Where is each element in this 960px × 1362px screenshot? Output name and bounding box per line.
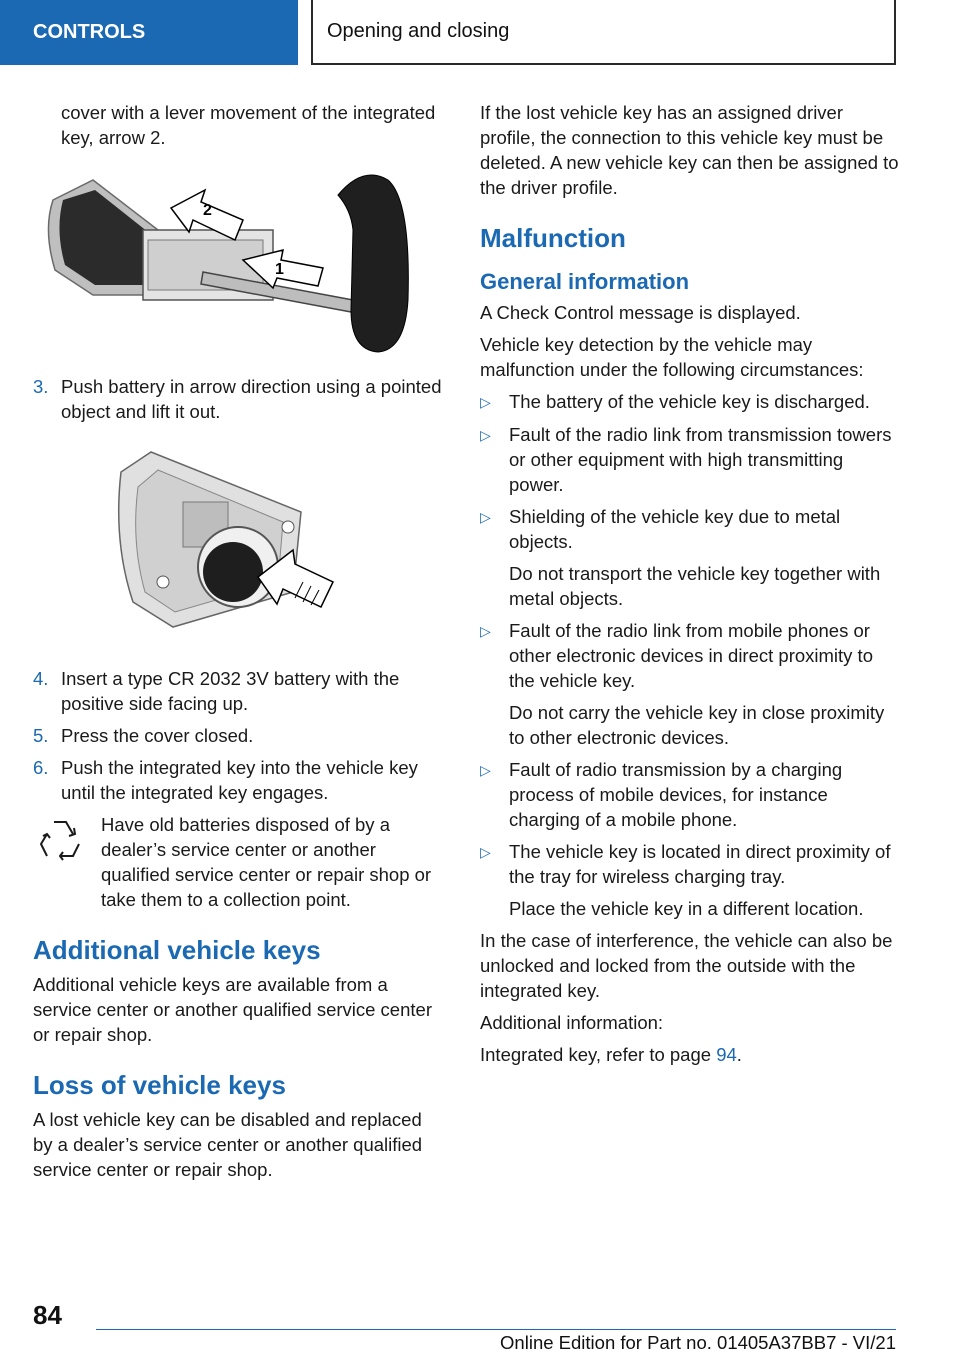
driver-profile-text: If the lost vehicle key has an assigned driver profile, the connection to this vehicle key must be deleted. A new vehicle key can then be assigned to the driver profile. <box>480 102 899 198</box>
arrow-1-label: 1 <box>275 261 284 278</box>
heading-additional-keys: Additional vehicle keys <box>33 935 321 965</box>
bullet-item <box>480 618 900 750</box>
page-94-link[interactable]: 94 <box>716 1044 737 1065</box>
step-item <box>33 723 443 748</box>
detection-text: Vehicle key detection by the vehicle may malfunction under the following circumstances: <box>480 334 864 380</box>
step-text: Push battery in arrow direction using a pointed object and lift it out. <box>61 376 442 422</box>
additional-keys-text: Additional vehicle keys are available from a service center or another qualified service center or repair shop. <box>33 974 432 1045</box>
step-item <box>33 666 443 716</box>
chapter-title: Opening and closing <box>327 20 510 42</box>
step-number: 4. <box>33 668 49 689</box>
bullet-item <box>480 839 900 921</box>
recycle-note-text: Have old batteries disposed of by a dealer’s service center or another qualified service center or repair shop or take them to a collection point. <box>101 814 432 910</box>
heading-general-information: General information <box>480 269 690 294</box>
additional-info-label: Additional information: <box>480 1012 664 1033</box>
step-text: Push the integrated key into the vehicle key until the integrated key engages. <box>61 757 418 803</box>
right-column <box>480 100 900 1074</box>
heading-loss-of-keys: Loss of vehicle keys <box>33 1070 286 1100</box>
left-column <box>33 100 443 1189</box>
header-chapter-box <box>311 0 896 65</box>
bullet-triangle-icon: ▷ <box>480 762 491 778</box>
recycle-note <box>33 812 443 912</box>
bullet-note: Do not carry the vehicle key in close proximity to other electronic devices. <box>509 702 885 748</box>
step-item <box>33 374 443 424</box>
step-item <box>33 755 443 805</box>
step-text: Press the cover closed. <box>61 725 254 746</box>
heading-malfunction: Malfunction <box>480 223 626 253</box>
header-section-tab <box>0 0 298 65</box>
intro-text: cover with a lever movement of the integrated key, arrow 2. <box>61 102 436 148</box>
bullet-text: The vehicle key is located in direct proximity of the tray for wireless charging tray. <box>509 841 891 887</box>
bullet-item <box>480 389 900 415</box>
bullet-text: Fault of radio transmission by a charging process of mobile devices, for instance charging of a mobile phone. <box>509 759 843 830</box>
bullet-triangle-icon: ▷ <box>480 844 491 860</box>
bullet-text: Fault of the radio link from mobile phones or other electronic devices in direct proximity to the vehicle key. <box>509 620 873 691</box>
step-text: Insert a type CR 2032 3V battery with the positive side facing up. <box>61 668 400 714</box>
step-number: 6. <box>33 757 49 778</box>
interference-text: In the case of interference, the vehicle can also be unlocked and locked from the outside with the integrated key. <box>480 930 893 1001</box>
footer-divider <box>96 1329 896 1330</box>
bullet-text: Fault of the radio link from transmission towers or other equipment with high transmitting power. <box>509 424 892 495</box>
bullet-item <box>480 757 900 832</box>
bullet-triangle-icon: ▷ <box>480 509 491 525</box>
section-title: CONTROLS <box>33 21 146 43</box>
recycle-icon <box>33 814 87 868</box>
bullet-text: The battery of the vehicle key is discharged. <box>509 391 870 412</box>
step-number: 5. <box>33 725 49 746</box>
loss-of-keys-text: A lost vehicle key can be disabled and replaced by a dealer’s service center or another qualified service center or repair shop. <box>33 1109 423 1180</box>
reference-prefix: Integrated key, refer to page <box>480 1044 717 1065</box>
bullet-triangle-icon: ▷ <box>480 623 491 639</box>
bullet-triangle-icon: ▷ <box>480 427 491 443</box>
step-number: 3. <box>33 376 49 397</box>
bullet-item <box>480 504 900 611</box>
bullet-note: Do not transport the vehicle key together with metal objects. <box>509 563 881 609</box>
bullet-triangle-icon: ▷ <box>480 394 491 410</box>
arrow-2-label: 2 <box>203 202 212 219</box>
key-illustration <box>33 160 433 360</box>
reference-suffix: . <box>736 1044 742 1065</box>
page-number: 84 <box>33 1300 62 1330</box>
bullet-note: Place the vehicle key in a different location. <box>509 898 864 919</box>
footer-edition: Online Edition for Part no. 01405A37BB7 - VI/21 <box>500 1332 896 1353</box>
battery-removal-figure <box>33 432 443 652</box>
check-control-text: A Check Control message is displayed. <box>480 302 801 323</box>
page-reference <box>480 1042 900 1067</box>
bullet-text: Shielding of the vehicle key due to metal objects. <box>509 506 841 552</box>
battery-illustration <box>33 432 433 652</box>
bullet-item <box>480 422 900 497</box>
key-disassembly-figure <box>33 160 443 360</box>
